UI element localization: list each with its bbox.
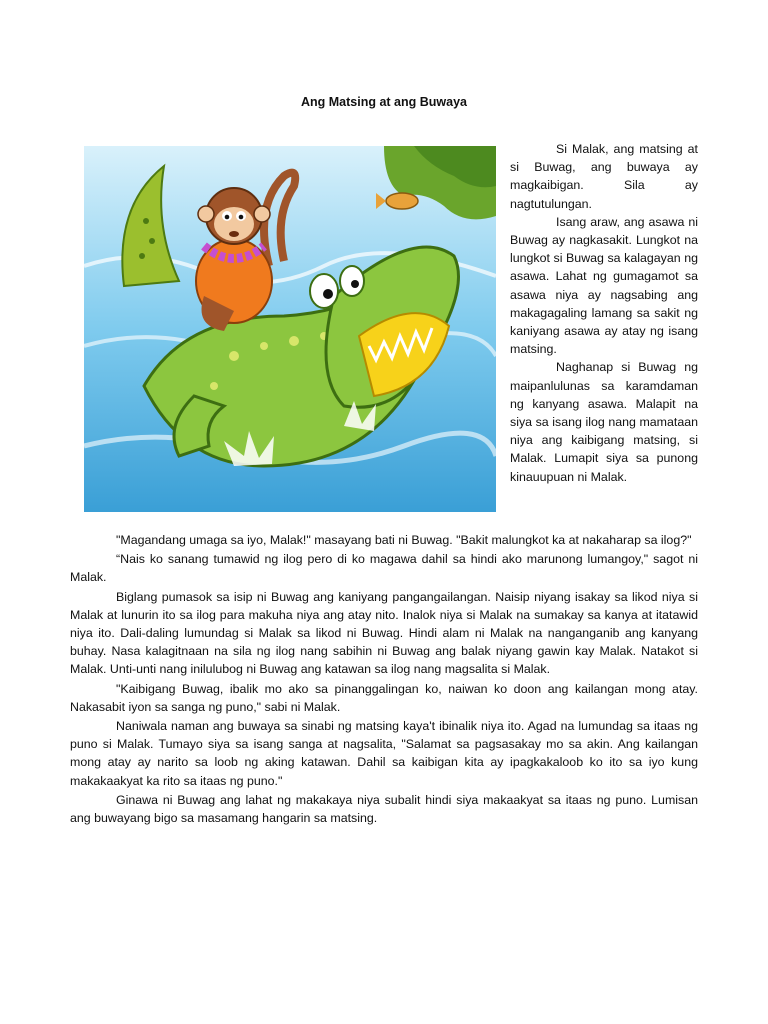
paragraph: “Nais ko sanang tumawid ng ilog pero di ko magawa dahil sa hindi ako marunong lumangoy," sagot ni Malak.	[70, 552, 698, 585]
monkey-crocodile-illustration	[84, 146, 496, 512]
side-text-column	[510, 140, 698, 486]
paragraph: Ginawa ni Buwag ang lahat ng makakaya niya subalit hindi siya makaakyat sa itaas ng puno. Lumisan ang buwayang bigo sa masamang hangarin sa matsing.	[70, 792, 698, 826]
paragraph: Si Malak, ang matsing at si Buwag, ang buwaya ay magkaibigan. Sila ay nagtutulungan.	[510, 142, 698, 211]
paragraph: Naghanap si Buwag ng maipanlulunas sa karamdaman ng kanyang asawa. Malapit na siya sa isang ilog nang mamataan niya ang kaibigang matsing, si Malak. Lumapit siya sa punong kinauupuan ni Malak.	[510, 360, 698, 484]
paragraph: Naniwala naman ang buwaya sa sinabi ng matsing kaya't ibinalik niya ito. Agad na lumundag sa itaas ng puno si Malak. Tumayo siya sa isang sanga at nagsalita, "Salamat sa pagsasakay mo sa akin. Ang kailangan mong atay ay narito sa loob ng aking katawan. Dahil sa kaibigan kita ay ipagkakaloob ko ito sa iyo kung makakaakyat ka rito sa itaas ng puno."	[70, 719, 698, 788]
page-title: Ang Matsing at ang Buwaya	[301, 95, 467, 109]
main-text-body	[70, 531, 698, 828]
paragraph: Isang araw, ang asawa ni Buwag ay nagkasakit. Lungkot na lungkot si Buwag sa kalagayan ng asawa. Lahat ng gumagamot sa asawa niya ay nagsabing ang makagagaling lamang sa sakit ng kaniyang asawa ay atay ng isang matsing.	[510, 214, 698, 357]
illustration-svg	[84, 146, 496, 512]
paragraph: "Kaibigang Buwag, ibalik mo ako sa pinanggalingan ko, naiwan ko doon ang kailangan mong atay. Nakasabit iyon sa sanga ng puno," sabi ni Malak.	[70, 681, 698, 714]
monkey-ear	[198, 206, 214, 222]
paragraph: Biglang pumasok sa isip ni Buwag ang kaniyang pangangailangan. Naisip niyang isakay sa likod niya si Malak at lunurin ito sa ilog para makuha niya ang atay nito. Inalok niya si Malak na sumakay sa kanya at itatawid niya ito. Dali-daling lumundag si Malak sa likod ni Buwag. Hindi alam ni Malak na nanganganib ang kanyang buhay. Nasa kalagitnaan na sila ng ilog nang sabihin ni Buwag ang balak niyang gawin kay Malak. Natakot si Malak. Unti-unti nang inilulubog ni Buwag ang katawan sa ilog nang magsalita si Malak.	[70, 589, 698, 677]
paragraph: "Magandang umaga sa iyo, Malak!" masayang bati ni Buwag. "Bakit malungkot ka at nakaharap sa ilog?"	[116, 533, 692, 547]
fish	[386, 193, 418, 209]
